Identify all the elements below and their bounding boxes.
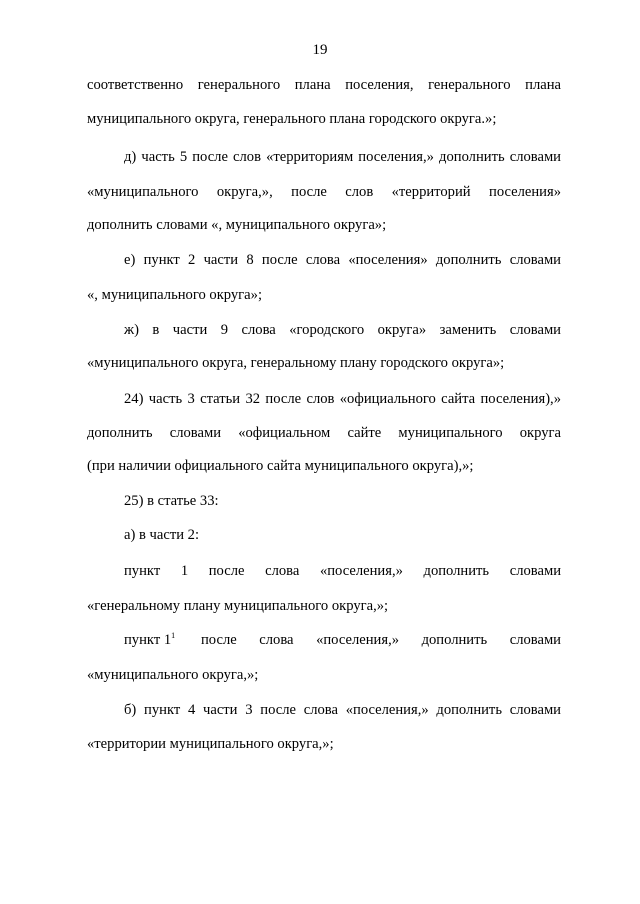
text-line: «генеральному плану муниципального округа,»; — [87, 598, 389, 614]
text-line: (при наличии официального сайта муниципального округа),»; — [87, 458, 474, 474]
text-line: 25) в статье 33: — [124, 493, 219, 509]
text-line: дополнить словами «официальном сайте муниципального округа — [87, 425, 561, 441]
text-line: «муниципального округа, генеральному плану городского округа»; — [87, 355, 505, 371]
superscript: 1 — [171, 631, 176, 640]
punkt-label: пункт $1^1$ — [124, 631, 176, 648]
text-line: б) пункт 4 части 3 после слова «поселения,» дополнить словами — [124, 702, 561, 718]
text-line: «территории муниципального округа,»; — [87, 736, 334, 752]
page-number: 19 — [312, 42, 328, 58]
text-line: д) часть 5 после слов «территориям поселения,» дополнить словами — [124, 149, 561, 165]
text-line: е) пункт 2 части 8 после слова «поселения» дополнить словами — [124, 252, 561, 268]
punkt-line — [124, 631, 561, 649]
text-line: дополнить словами «, муниципального округа»; — [87, 217, 387, 233]
text-line: соответственно генерального плана поселения, генерального плана — [87, 77, 561, 93]
text-line: муниципального округа, генерального плана городского округа.»; — [87, 111, 497, 127]
text-line: «, муниципального округа»; — [87, 287, 262, 303]
text-line: пункт 1 после слова «поселения,» дополнить словами — [124, 563, 561, 579]
text-line: «муниципального округа,», после слов «территорий поселения» — [87, 184, 561, 200]
text-line: ж) в части 9 слова «городского округа» заменить словами — [124, 322, 561, 338]
text-line: 24) часть 3 статьи 32 после слов «официального сайта поселения),» — [124, 391, 561, 407]
text-line: а) в части 2: — [124, 527, 200, 543]
punkt-rest: после слова «поселения,» дополнить словами — [201, 632, 561, 648]
text-line: «муниципального округа,»; — [87, 667, 259, 683]
